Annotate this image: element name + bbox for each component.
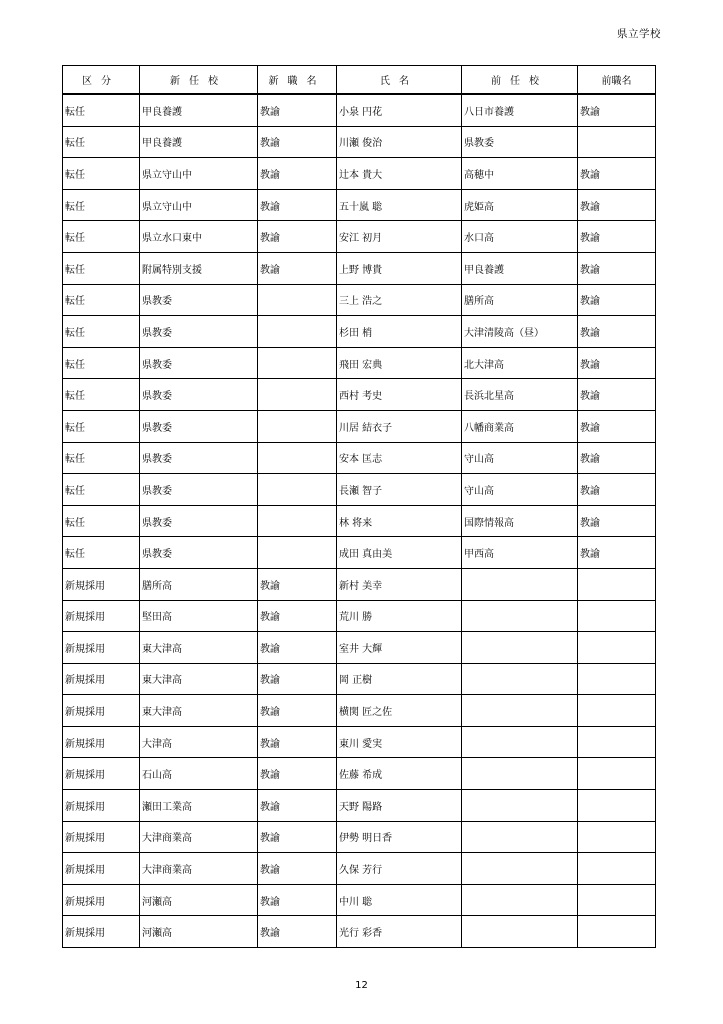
cell-name: 荒川 勝 [337, 600, 462, 632]
cell-previous-school: 県教委 [462, 126, 578, 158]
cell-new-school: 県教委 [140, 442, 258, 474]
cell-category: 新規採用 [63, 821, 140, 853]
cell-previous-position: 教諭 [578, 189, 656, 221]
cell-previous-school: 甲西高 [462, 537, 578, 569]
table-row [63, 126, 656, 158]
cell-new-position: 教諭 [258, 758, 337, 790]
cell-new-school: 大津高 [140, 726, 258, 758]
cell-category: 新規採用 [63, 695, 140, 727]
cell-previous-school [462, 884, 578, 916]
page-header-label: 県立学校 [617, 28, 661, 40]
cell-new-school: 県教委 [140, 347, 258, 379]
table-row [63, 632, 656, 664]
cell-name: 中川 聡 [337, 884, 462, 916]
table-row [63, 726, 656, 758]
cell-new-position [258, 505, 337, 537]
cell-new-position: 教諭 [258, 632, 337, 664]
cell-name: 上野 博貴 [337, 252, 462, 284]
table-row [63, 758, 656, 790]
cell-new-position [258, 474, 337, 506]
cell-previous-school [462, 758, 578, 790]
cell-category: 転任 [63, 316, 140, 348]
cell-name: 杉田 梢 [337, 316, 462, 348]
cell-previous-school [462, 663, 578, 695]
cell-previous-school [462, 695, 578, 727]
cell-previous-school: 膳所高 [462, 284, 578, 316]
cell-previous-position: 教諭 [578, 410, 656, 442]
cell-category: 新規採用 [63, 632, 140, 664]
cell-category: 新規採用 [63, 853, 140, 885]
cell-new-school: 県教委 [140, 474, 258, 506]
cell-category: 転任 [63, 126, 140, 158]
cell-new-position: 教諭 [258, 884, 337, 916]
cell-previous-school [462, 916, 578, 948]
cell-new-school: 県教委 [140, 379, 258, 411]
cell-name: 三上 浩之 [337, 284, 462, 316]
cell-new-school: 県立守山中 [140, 189, 258, 221]
table-row [63, 442, 656, 474]
cell-new-school: 東大津高 [140, 632, 258, 664]
cell-category: 新規採用 [63, 884, 140, 916]
cell-new-position: 教諭 [258, 252, 337, 284]
cell-name: 林 将来 [337, 505, 462, 537]
cell-new-school: 甲良養護 [140, 126, 258, 158]
cell-new-school: 東大津高 [140, 695, 258, 727]
table-row [63, 600, 656, 632]
cell-new-position: 教諭 [258, 821, 337, 853]
cell-previous-school: 八日市養護 [462, 94, 578, 126]
cell-category: 新規採用 [63, 600, 140, 632]
cell-new-position [258, 347, 337, 379]
personnel-table [62, 65, 656, 948]
cell-previous-school [462, 568, 578, 600]
table-row [63, 347, 656, 379]
cell-name: 長瀬 智子 [337, 474, 462, 506]
cell-name: 五十嵐 聡 [337, 189, 462, 221]
cell-previous-position [578, 790, 656, 822]
cell-category: 新規採用 [63, 916, 140, 948]
table-row [63, 252, 656, 284]
cell-name: 久保 芳行 [337, 853, 462, 885]
cell-new-position [258, 379, 337, 411]
column-header-category: 区分 [63, 66, 140, 95]
cell-category: 新規採用 [63, 726, 140, 758]
table-row [63, 568, 656, 600]
cell-new-school: 県立水口東中 [140, 221, 258, 253]
cell-previous-position: 教諭 [578, 347, 656, 379]
cell-name: 東川 愛実 [337, 726, 462, 758]
column-header-name: 氏名 [337, 66, 462, 95]
cell-new-school: 大津商業高 [140, 853, 258, 885]
cell-category: 新規採用 [63, 568, 140, 600]
cell-new-school: 県教委 [140, 284, 258, 316]
cell-new-school: 県立守山中 [140, 158, 258, 190]
cell-name: 岡 正樹 [337, 663, 462, 695]
cell-new-school: 石山高 [140, 758, 258, 790]
cell-category: 転任 [63, 474, 140, 506]
cell-category: 転任 [63, 537, 140, 569]
cell-new-position [258, 284, 337, 316]
column-header-new-school: 新任校 [140, 66, 258, 95]
cell-new-position: 教諭 [258, 221, 337, 253]
cell-new-position: 教諭 [258, 600, 337, 632]
cell-new-school: 瀬田工業高 [140, 790, 258, 822]
cell-new-school: 堅田高 [140, 600, 258, 632]
table-row [63, 663, 656, 695]
cell-category: 転任 [63, 379, 140, 411]
table-row [63, 316, 656, 348]
table-row [63, 695, 656, 727]
cell-name: 安江 初月 [337, 221, 462, 253]
cell-previous-school [462, 821, 578, 853]
cell-previous-position: 教諭 [578, 316, 656, 348]
cell-previous-school [462, 600, 578, 632]
cell-new-position [258, 537, 337, 569]
cell-new-school: 県教委 [140, 410, 258, 442]
cell-new-school: 東大津高 [140, 663, 258, 695]
cell-previous-school: 八幡商業高 [462, 410, 578, 442]
table-body [63, 94, 656, 948]
cell-previous-school [462, 726, 578, 758]
cell-category: 転任 [63, 189, 140, 221]
table-row [63, 221, 656, 253]
cell-category: 転任 [63, 442, 140, 474]
cell-category: 新規採用 [63, 758, 140, 790]
cell-previous-school: 大津清陵高（昼） [462, 316, 578, 348]
cell-new-school: 甲良養護 [140, 94, 258, 126]
cell-name: 川居 結衣子 [337, 410, 462, 442]
table-row [63, 790, 656, 822]
cell-previous-school: 国際情報高 [462, 505, 578, 537]
cell-new-position [258, 410, 337, 442]
cell-previous-position [578, 726, 656, 758]
cell-name: 伊勢 明日香 [337, 821, 462, 853]
cell-previous-position: 教諭 [578, 442, 656, 474]
table-row [63, 537, 656, 569]
cell-category: 転任 [63, 158, 140, 190]
cell-new-position: 教諭 [258, 189, 337, 221]
cell-new-position: 教諭 [258, 853, 337, 885]
cell-new-position: 教諭 [258, 126, 337, 158]
cell-category: 転任 [63, 505, 140, 537]
cell-new-position: 教諭 [258, 790, 337, 822]
cell-previous-position [578, 568, 656, 600]
cell-previous-position [578, 853, 656, 885]
cell-name: 光行 彩香 [337, 916, 462, 948]
cell-previous-position [578, 916, 656, 948]
table-row [63, 821, 656, 853]
cell-new-position [258, 316, 337, 348]
cell-previous-position: 教諭 [578, 158, 656, 190]
cell-previous-school [462, 790, 578, 822]
table-row [63, 410, 656, 442]
cell-new-position: 教諭 [258, 916, 337, 948]
cell-previous-position [578, 695, 656, 727]
table-row [63, 884, 656, 916]
cell-name: 西村 考史 [337, 379, 462, 411]
cell-category: 転任 [63, 94, 140, 126]
table-row [63, 284, 656, 316]
cell-category: 転任 [63, 284, 140, 316]
cell-new-position [258, 442, 337, 474]
cell-previous-position [578, 632, 656, 664]
cell-previous-position: 教諭 [578, 94, 656, 126]
cell-category: 新規採用 [63, 663, 140, 695]
column-header-previous-position: 前職名 [578, 66, 656, 95]
cell-new-position: 教諭 [258, 568, 337, 600]
page-number: 12 [355, 980, 368, 991]
cell-previous-position: 教諭 [578, 505, 656, 537]
cell-name: 天野 陽路 [337, 790, 462, 822]
cell-previous-position [578, 884, 656, 916]
cell-name: 佐藤 希成 [337, 758, 462, 790]
cell-new-position: 教諭 [258, 94, 337, 126]
table-header-row [63, 66, 656, 95]
cell-previous-position: 教諭 [578, 252, 656, 284]
cell-category: 転任 [63, 347, 140, 379]
cell-previous-position [578, 600, 656, 632]
cell-name: 飛田 宏典 [337, 347, 462, 379]
cell-previous-school [462, 632, 578, 664]
cell-name: 成田 真由美 [337, 537, 462, 569]
column-header-new-position: 新職名 [258, 66, 337, 95]
cell-previous-school: 高穂中 [462, 158, 578, 190]
cell-new-position: 教諭 [258, 695, 337, 727]
cell-previous-position: 教諭 [578, 474, 656, 506]
cell-previous-school: 虎姫高 [462, 189, 578, 221]
cell-new-school: 県教委 [140, 505, 258, 537]
cell-new-school: 県教委 [140, 537, 258, 569]
cell-new-school: 県教委 [140, 316, 258, 348]
cell-name: 安本 匡志 [337, 442, 462, 474]
cell-previous-position: 教諭 [578, 221, 656, 253]
cell-name: 室井 大輝 [337, 632, 462, 664]
cell-previous-school: 守山高 [462, 474, 578, 506]
cell-new-school: 附属特別支援 [140, 252, 258, 284]
cell-category: 転任 [63, 410, 140, 442]
cell-category: 転任 [63, 221, 140, 253]
cell-new-school: 河瀬高 [140, 884, 258, 916]
cell-new-school: 大津商業高 [140, 821, 258, 853]
cell-category: 転任 [63, 252, 140, 284]
cell-new-position: 教諭 [258, 158, 337, 190]
table-row [63, 189, 656, 221]
cell-previous-position [578, 663, 656, 695]
cell-previous-school: 北大津高 [462, 347, 578, 379]
cell-name: 川瀬 俊治 [337, 126, 462, 158]
table-row [63, 158, 656, 190]
cell-previous-position: 教諭 [578, 284, 656, 316]
cell-name: 辻本 貴大 [337, 158, 462, 190]
cell-previous-position [578, 821, 656, 853]
cell-name: 小泉 円花 [337, 94, 462, 126]
cell-name: 新村 美幸 [337, 568, 462, 600]
cell-previous-school [462, 853, 578, 885]
table-row [63, 505, 656, 537]
cell-previous-school: 甲良養護 [462, 252, 578, 284]
cell-previous-position [578, 126, 656, 158]
table-row [63, 379, 656, 411]
cell-new-position: 教諭 [258, 663, 337, 695]
cell-new-position: 教諭 [258, 726, 337, 758]
table-row [63, 853, 656, 885]
table-row [63, 916, 656, 948]
cell-previous-school: 水口高 [462, 221, 578, 253]
table-row [63, 474, 656, 506]
cell-category: 新規採用 [63, 790, 140, 822]
cell-previous-school: 長浜北星高 [462, 379, 578, 411]
column-header-previous-school: 前任校 [462, 66, 578, 95]
cell-previous-position: 教諭 [578, 379, 656, 411]
cell-previous-position: 教諭 [578, 537, 656, 569]
cell-previous-school: 守山高 [462, 442, 578, 474]
cell-new-school: 膳所高 [140, 568, 258, 600]
table-row [63, 94, 656, 126]
cell-previous-position [578, 758, 656, 790]
cell-new-school: 河瀬高 [140, 916, 258, 948]
cell-name: 横関 匠之佐 [337, 695, 462, 727]
